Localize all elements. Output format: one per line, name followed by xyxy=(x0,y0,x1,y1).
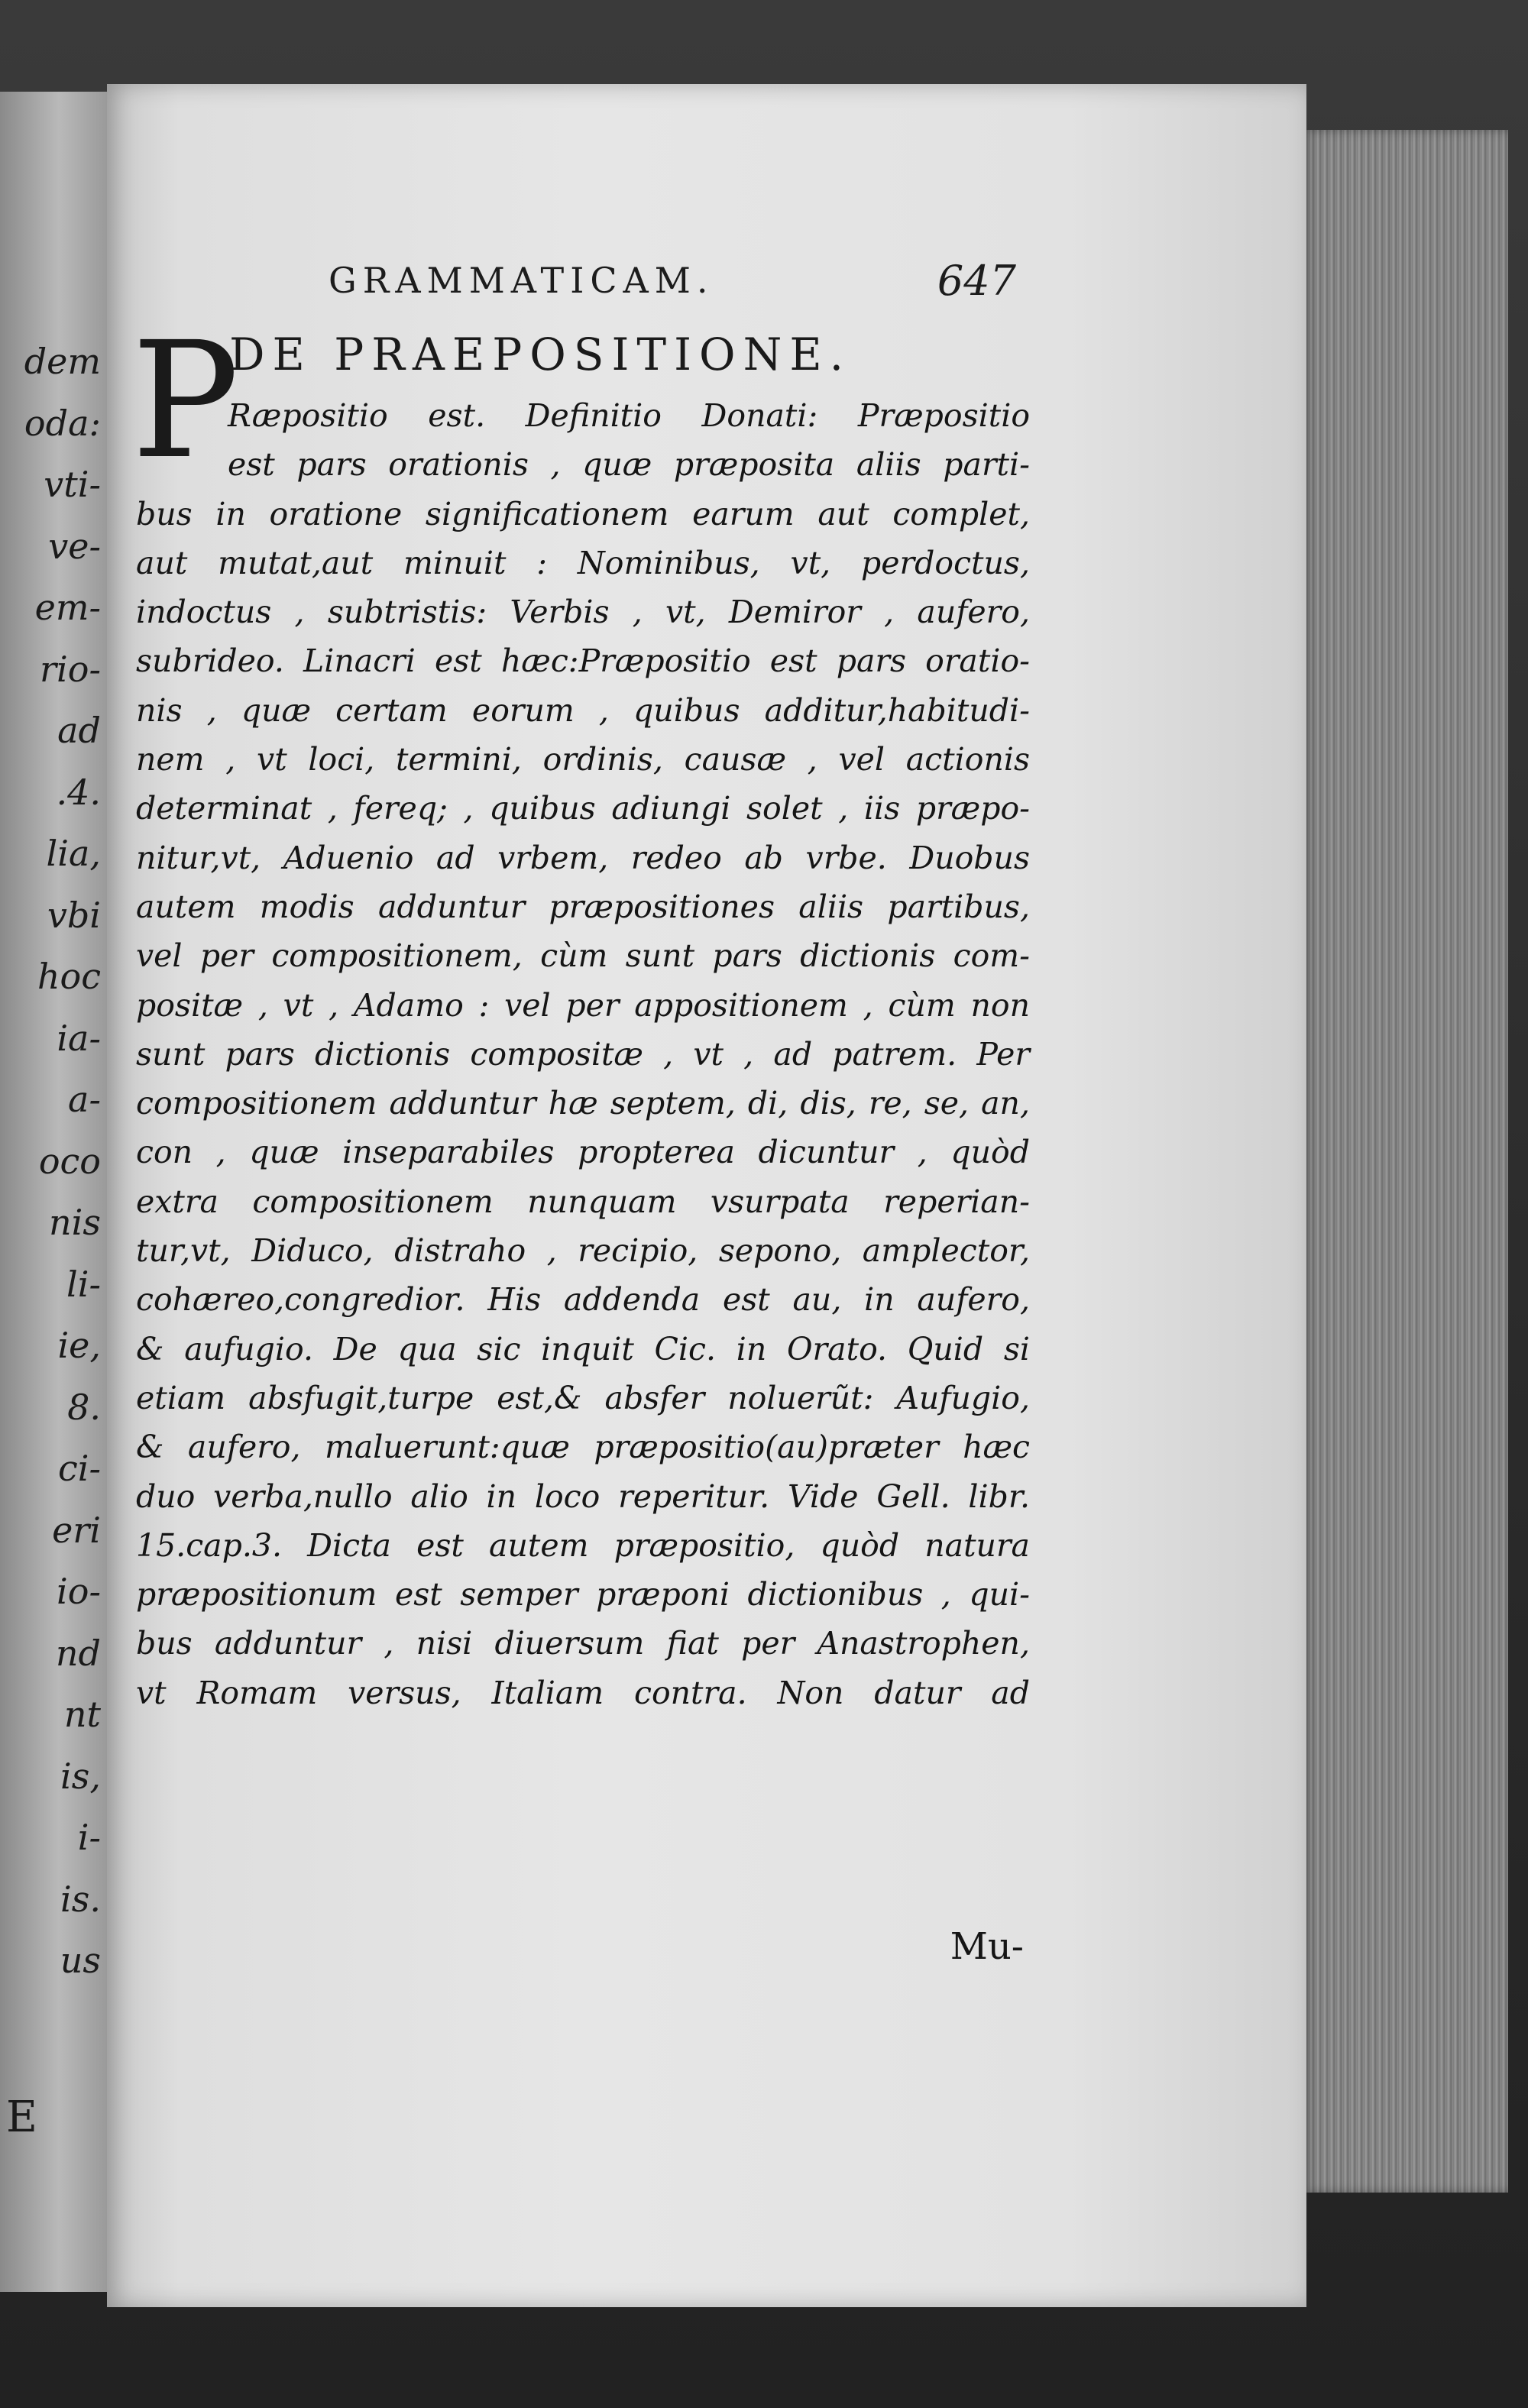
left-page-fragment: ve- xyxy=(48,525,101,567)
running-head xyxy=(329,257,1016,321)
text-line-14: sunt pars dictionis compositæ , vt , ad patrem. Per xyxy=(136,1035,1030,1073)
text-line-10: nitur,vt, Aduenio ad vrbem, redeo ab vrbe. Duobus xyxy=(136,839,1030,876)
left-page-fragment: vti- xyxy=(44,464,101,505)
left-page-fragment: is, xyxy=(60,1755,101,1797)
left-page-fragment: ie, xyxy=(57,1325,101,1366)
left-page-fragment: i- xyxy=(77,1817,101,1858)
text-line-17: extra compositionem nunquam vsurpata reperian- xyxy=(136,1183,1030,1220)
running-title: GRAMMATICAM. xyxy=(329,260,714,301)
left-page-fragment: lia, xyxy=(46,833,101,874)
section-heading: DE PRAEPOSITIONE. xyxy=(229,329,852,380)
text-line-23: duo verba,nullo alio in loco reperitur. Vide Gell. libr. xyxy=(136,1477,1030,1515)
text-line-15: compositionem adduntur hæ septem, di, dis, re, se, an, xyxy=(136,1085,1030,1122)
drop-cap: P xyxy=(131,307,240,494)
text-line-9: determinat , fereq; , quibus adiungi solet , iis præpo- xyxy=(136,790,1030,827)
left-page-fragment: ad xyxy=(57,710,101,751)
left-page-fragment: hoc xyxy=(37,956,101,997)
text-line-8: nem , vt loci, termini, ordinis, causæ , vel actionis xyxy=(136,741,1030,778)
left-page-fragment: nt xyxy=(63,1694,101,1735)
text-line-16: con , quæ inseparabiles propterea dicuntur , quòd xyxy=(136,1134,1030,1171)
text-line-12: vel per compositionem, cùm sunt pars dictionis com- xyxy=(136,937,1030,975)
text-line-19: cohæreo,congredior. His addenda est au, in aufero, xyxy=(136,1281,1030,1319)
left-page-fragment: dem xyxy=(24,341,101,382)
text-line-24: 15.cap.3. Dicta est autem præpositio, quòd natura xyxy=(136,1526,1030,1564)
text-line-13: positæ , vt , Adamo : vel per appositionem , cùm non xyxy=(136,986,1030,1024)
left-page-fragment: oco xyxy=(38,1140,101,1182)
text-line-7: nis , quæ certam eorum , quibus additur,habitudi- xyxy=(136,691,1030,729)
left-page-fragment: rio- xyxy=(40,648,101,690)
text-line-4: aut mutat,aut minuit : Nominibus, vt, perdoctus, xyxy=(136,544,1030,581)
text-line-22: & aufero, maluerunt:quæ præpositio(au)præter hæc xyxy=(136,1429,1030,1466)
text-line-21: etiam absfugit,turpe est,& absfer noluerũt: Aufugio, xyxy=(136,1379,1030,1416)
left-page-fragment: ci- xyxy=(57,1448,101,1489)
body-text xyxy=(136,391,1030,1717)
left-page xyxy=(0,92,112,2292)
left-page-fragment: a- xyxy=(68,1079,101,1120)
left-page-fragment: em- xyxy=(34,587,101,628)
text-line-5: indoctus , subtristis: Verbis , vt, Demiror , aufero, xyxy=(136,594,1030,631)
text-line-6: subrideo. Linacri est hæc:Præpositio est pars oratio- xyxy=(136,642,1030,680)
text-line-18: tur,vt, Diduco, distraho , recipio, sepono, amplector, xyxy=(136,1232,1030,1270)
left-page-fragment: ia- xyxy=(57,1017,101,1059)
text-line-27: vt Romam versus, Italiam contra. Non datur ad xyxy=(136,1674,1030,1711)
left-page-fragment: nis xyxy=(49,1202,101,1243)
catchword: Mu- xyxy=(950,1925,1024,1968)
text-line-1: Ræpositio est. Definitio Donati: Præpositio xyxy=(228,397,1030,434)
left-page-fragment: eri xyxy=(52,1509,101,1551)
left-page-fragment: io- xyxy=(57,1571,101,1612)
page-number: 647 xyxy=(937,257,1016,305)
left-page-fragment: us xyxy=(60,1940,101,1981)
text-line-25: præpositionum est semper præponi dictionibus , qui- xyxy=(136,1576,1030,1613)
left-page-fragment: .4. xyxy=(56,771,101,813)
left-page-fragment: vbi xyxy=(47,894,101,936)
text-line-26: bus adduntur , nisi diuersum fiat per Anastrophen, xyxy=(136,1625,1030,1662)
left-page-fragment: E xyxy=(6,2092,37,2143)
left-page-fragment: 8. xyxy=(67,1386,101,1428)
page-fore-edge xyxy=(1299,130,1508,2193)
text-line-11: autem modis adduntur præpositiones aliis partibus, xyxy=(136,888,1030,925)
left-page-fragment: is. xyxy=(60,1878,101,1920)
left-page-fragment: li- xyxy=(66,1263,101,1305)
text-line-2: est pars orationis , quæ præposita aliis parti- xyxy=(228,446,1030,484)
text-line-3: bus in oratione significationem earum aut complet, xyxy=(136,495,1030,532)
left-page-fragment: oda: xyxy=(24,402,101,444)
left-page-fragment: nd xyxy=(55,1632,101,1674)
text-line-20: & aufugio. De qua sic inquit Cic. in Orato. Quid si xyxy=(136,1330,1030,1367)
